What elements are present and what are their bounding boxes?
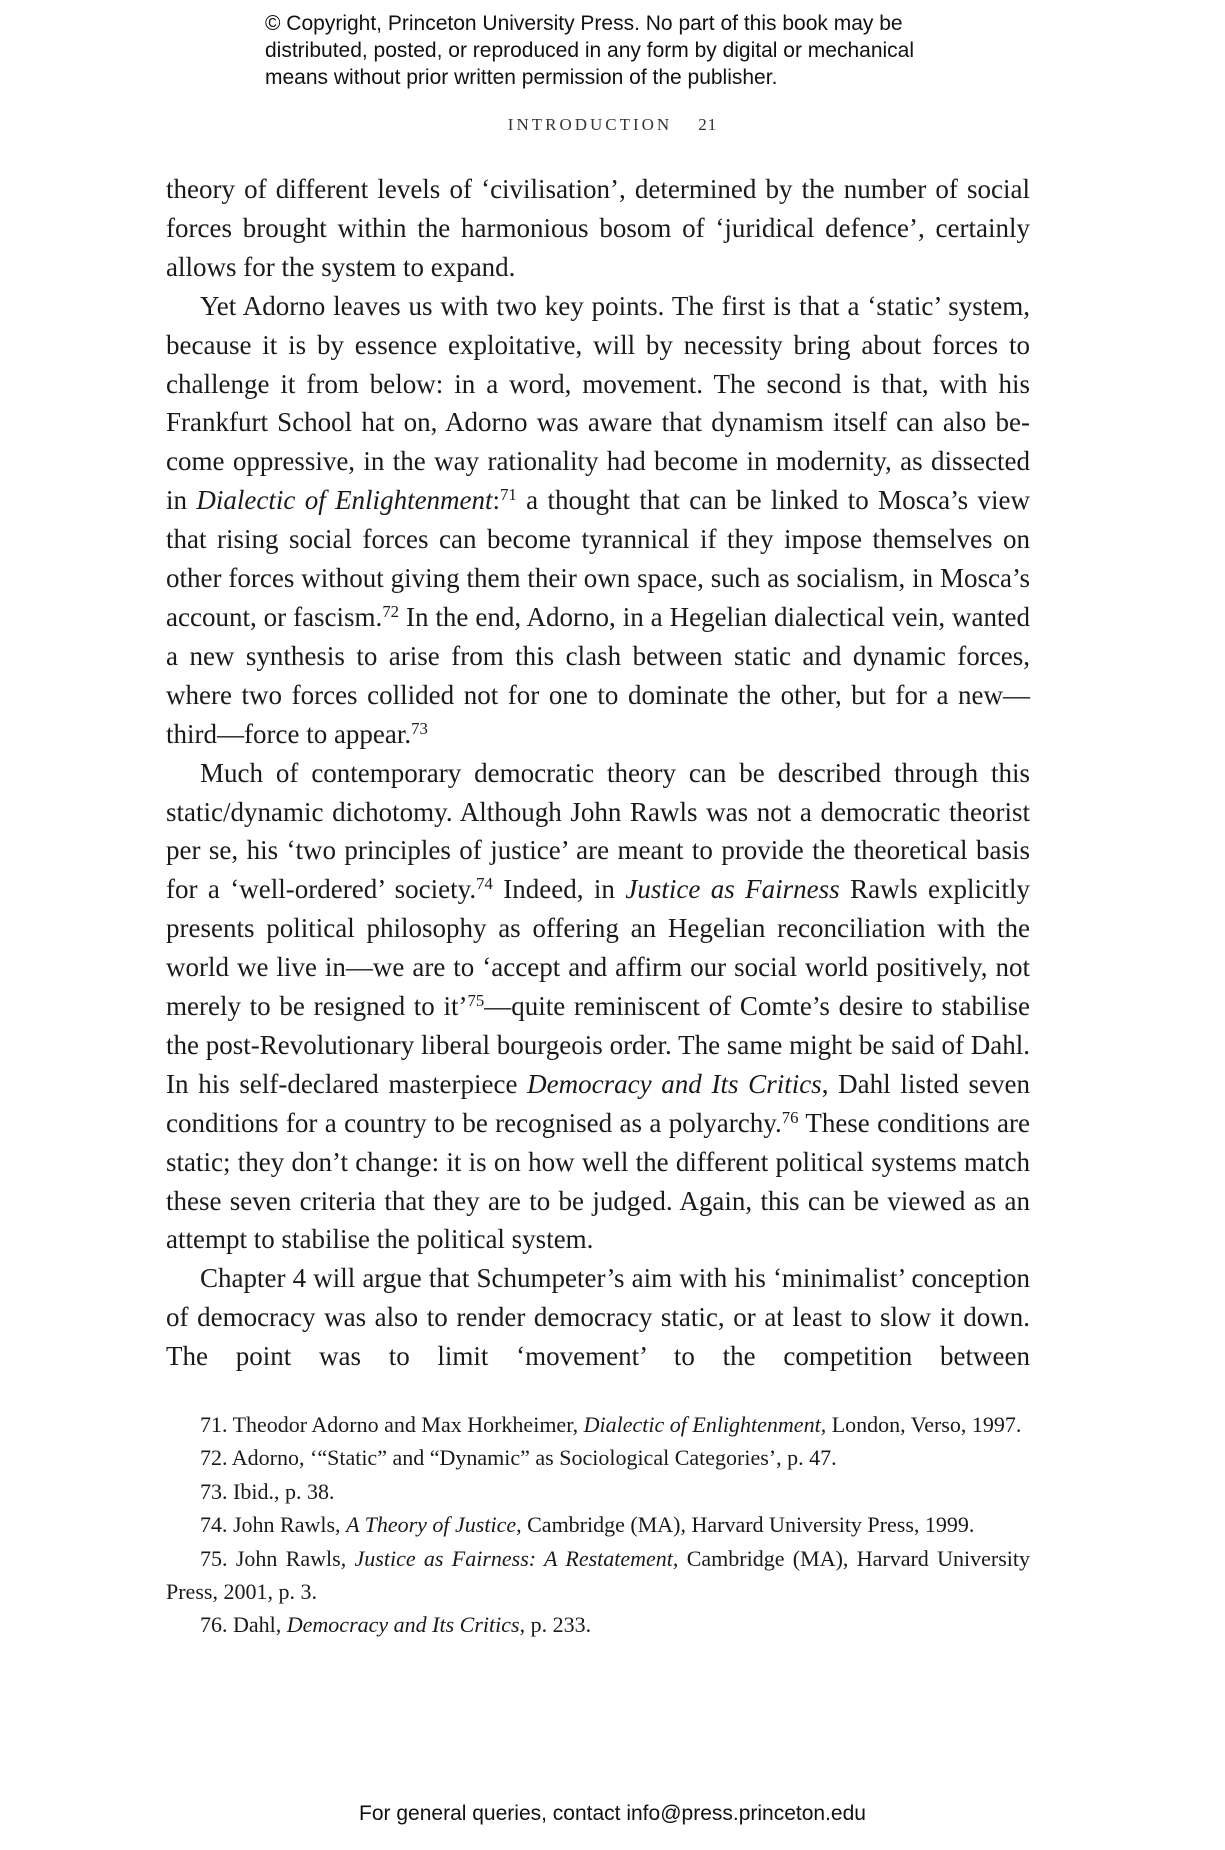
text-run: : [492, 485, 501, 516]
body-text [166, 170, 1030, 1376]
footnote-text: 74. John Rawls, [200, 1512, 347, 1538]
footnote-ref[interactable]: 72 [382, 601, 400, 621]
footnote-text: 75. John Rawls, [200, 1545, 355, 1571]
footnote-ref[interactable]: 74 [476, 874, 493, 894]
text-run: , Dahl listed seven conditions for a country to be recognised as a polyarchy. [166, 1068, 1031, 1138]
footnote-ref[interactable]: 73 [411, 718, 428, 738]
footnote [166, 1408, 1030, 1441]
copyright-line: © Copyright, Princeton University Press. No part of this book may be [265, 12, 903, 35]
footnote [166, 1508, 1030, 1541]
text-run: theory of different levels of ‘civilisation’, determined by the number of social forces brought within the harmonious bosom of ‘juridical defence’, certainly allows for the system to expand. [166, 174, 1030, 282]
book-title: Justice as Fairness [625, 874, 840, 905]
footer-contact: For general queries, contact info@press.princeton.edu [359, 1802, 866, 1825]
footnote-text: , p. 233. [519, 1612, 592, 1638]
paragraph [166, 287, 1030, 754]
footnote-text: 72. Adorno, ‘“Static” and “Dynamic” as Sociological Categories’, p. 47. [200, 1445, 837, 1471]
book-title: Dialectic of Enlightenment [583, 1412, 821, 1437]
footnote-text: 73. Ibid., p. 38. [200, 1478, 335, 1504]
footnote [166, 1608, 1030, 1641]
book-title: A Theory of Justice [346, 1512, 517, 1538]
footnotes [166, 1408, 1030, 1642]
footnote-text: , Cambridge (MA), Harvard University Press, 2001, p. 3. [166, 1545, 1030, 1605]
footnote-ref[interactable]: 76 [781, 1107, 799, 1127]
copyright-line: distributed, posted, or reproduced in any form by digital or mechanical [265, 39, 915, 62]
text-run: In the end, Adorno, in a Hegelian dialectical vein, wanted a new synthesis to arise from this clash between static and dynamic forces, where two forces collided not for one to dominate the other, but for a new—third—force to appear. [166, 601, 1031, 749]
page-number: 21 [698, 115, 718, 134]
copyright-notice [265, 10, 1025, 91]
footnote [166, 1441, 1030, 1474]
footnote-ref[interactable]: 71 [500, 485, 517, 505]
text-run: Chapter 4 will argue that Schumpeter’s aim with his ‘minimalist’ conception of democracy was also to render democracy static, or at least to slow it down. The point was to limit ‘movement’ to the competition between [166, 1263, 1030, 1372]
footnote-text: , London, Verso, 1997. [820, 1412, 1022, 1437]
footnote-text: 76. Dahl, [200, 1612, 287, 1638]
text-run: These conditions are static; they don’t change: it is on how well the different political systems match these seven criteria that they are to be judged. Again, this can be viewed as an attempt to stabilise the political system. [166, 1107, 1031, 1255]
footnote-text: , Cambridge (MA), Harvard University Press, 1999. [516, 1512, 975, 1538]
paragraph [166, 170, 1030, 287]
text-run: Indeed, in [492, 874, 626, 905]
book-title: Dialectic of Enlightenment [196, 485, 493, 516]
text-run: a thought that can be linked to Mosca’s view that rising social forces can become tyrannical if they impose themselves on other forces without giving them their own space, such as socialism, in Mosca’s account, or fascism. [166, 485, 1030, 632]
text-run: Yet Adorno leaves us with two key points. The first is that a ‘static’ system, because it is by essence exploitative, will by necessity bring about forces to challenge it from below: in a word, movement. The second is that, with his Frankfurt School hat on, Adorno was aware that dynamism itself can also become oppressive, in the way rationality had become in modernity, as dissected in [166, 290, 1030, 516]
paragraph [166, 1259, 1030, 1376]
text-run: Much of contemporary democratic theory can be described through this static/dynamic dichotomy. Although John Rawls was not a democratic theorist per se, his ‘two principles of justice’ are meant to provide the theoretical basis for a ‘well-ordered’ society. [166, 757, 1030, 905]
footnote-ref[interactable]: 75 [467, 990, 485, 1010]
footnote-text: 71. Theodor Adorno and Max Horkheimer, [200, 1412, 584, 1437]
footnote [166, 1542, 1030, 1609]
paragraph [166, 754, 1030, 1260]
chapter-title: INTRODUCTION [507, 115, 673, 134]
footnote [166, 1475, 1030, 1508]
text-run: Rawls explicitly presents political philosophy as offering an Hegelian reconciliation with the world we live in—we are to ‘accept and affirm our social world positively, not merely to be resigned to it’ [166, 874, 1030, 1022]
running-head [0, 115, 1225, 135]
book-title: Democracy and Its Critics [527, 1068, 822, 1099]
book-title: Justice as Fairness: A Restatement [354, 1545, 673, 1571]
book-title: Democracy and Its Critics [286, 1612, 520, 1638]
copyright-line: means without prior written permission of the publisher. [265, 66, 778, 89]
text-run: —quite reminiscent of Comte’s desire to stabilise the post-Revolutionary liberal bourgeois order. The same might be said of Dahl. In his self-declared masterpiece [166, 991, 1030, 1099]
